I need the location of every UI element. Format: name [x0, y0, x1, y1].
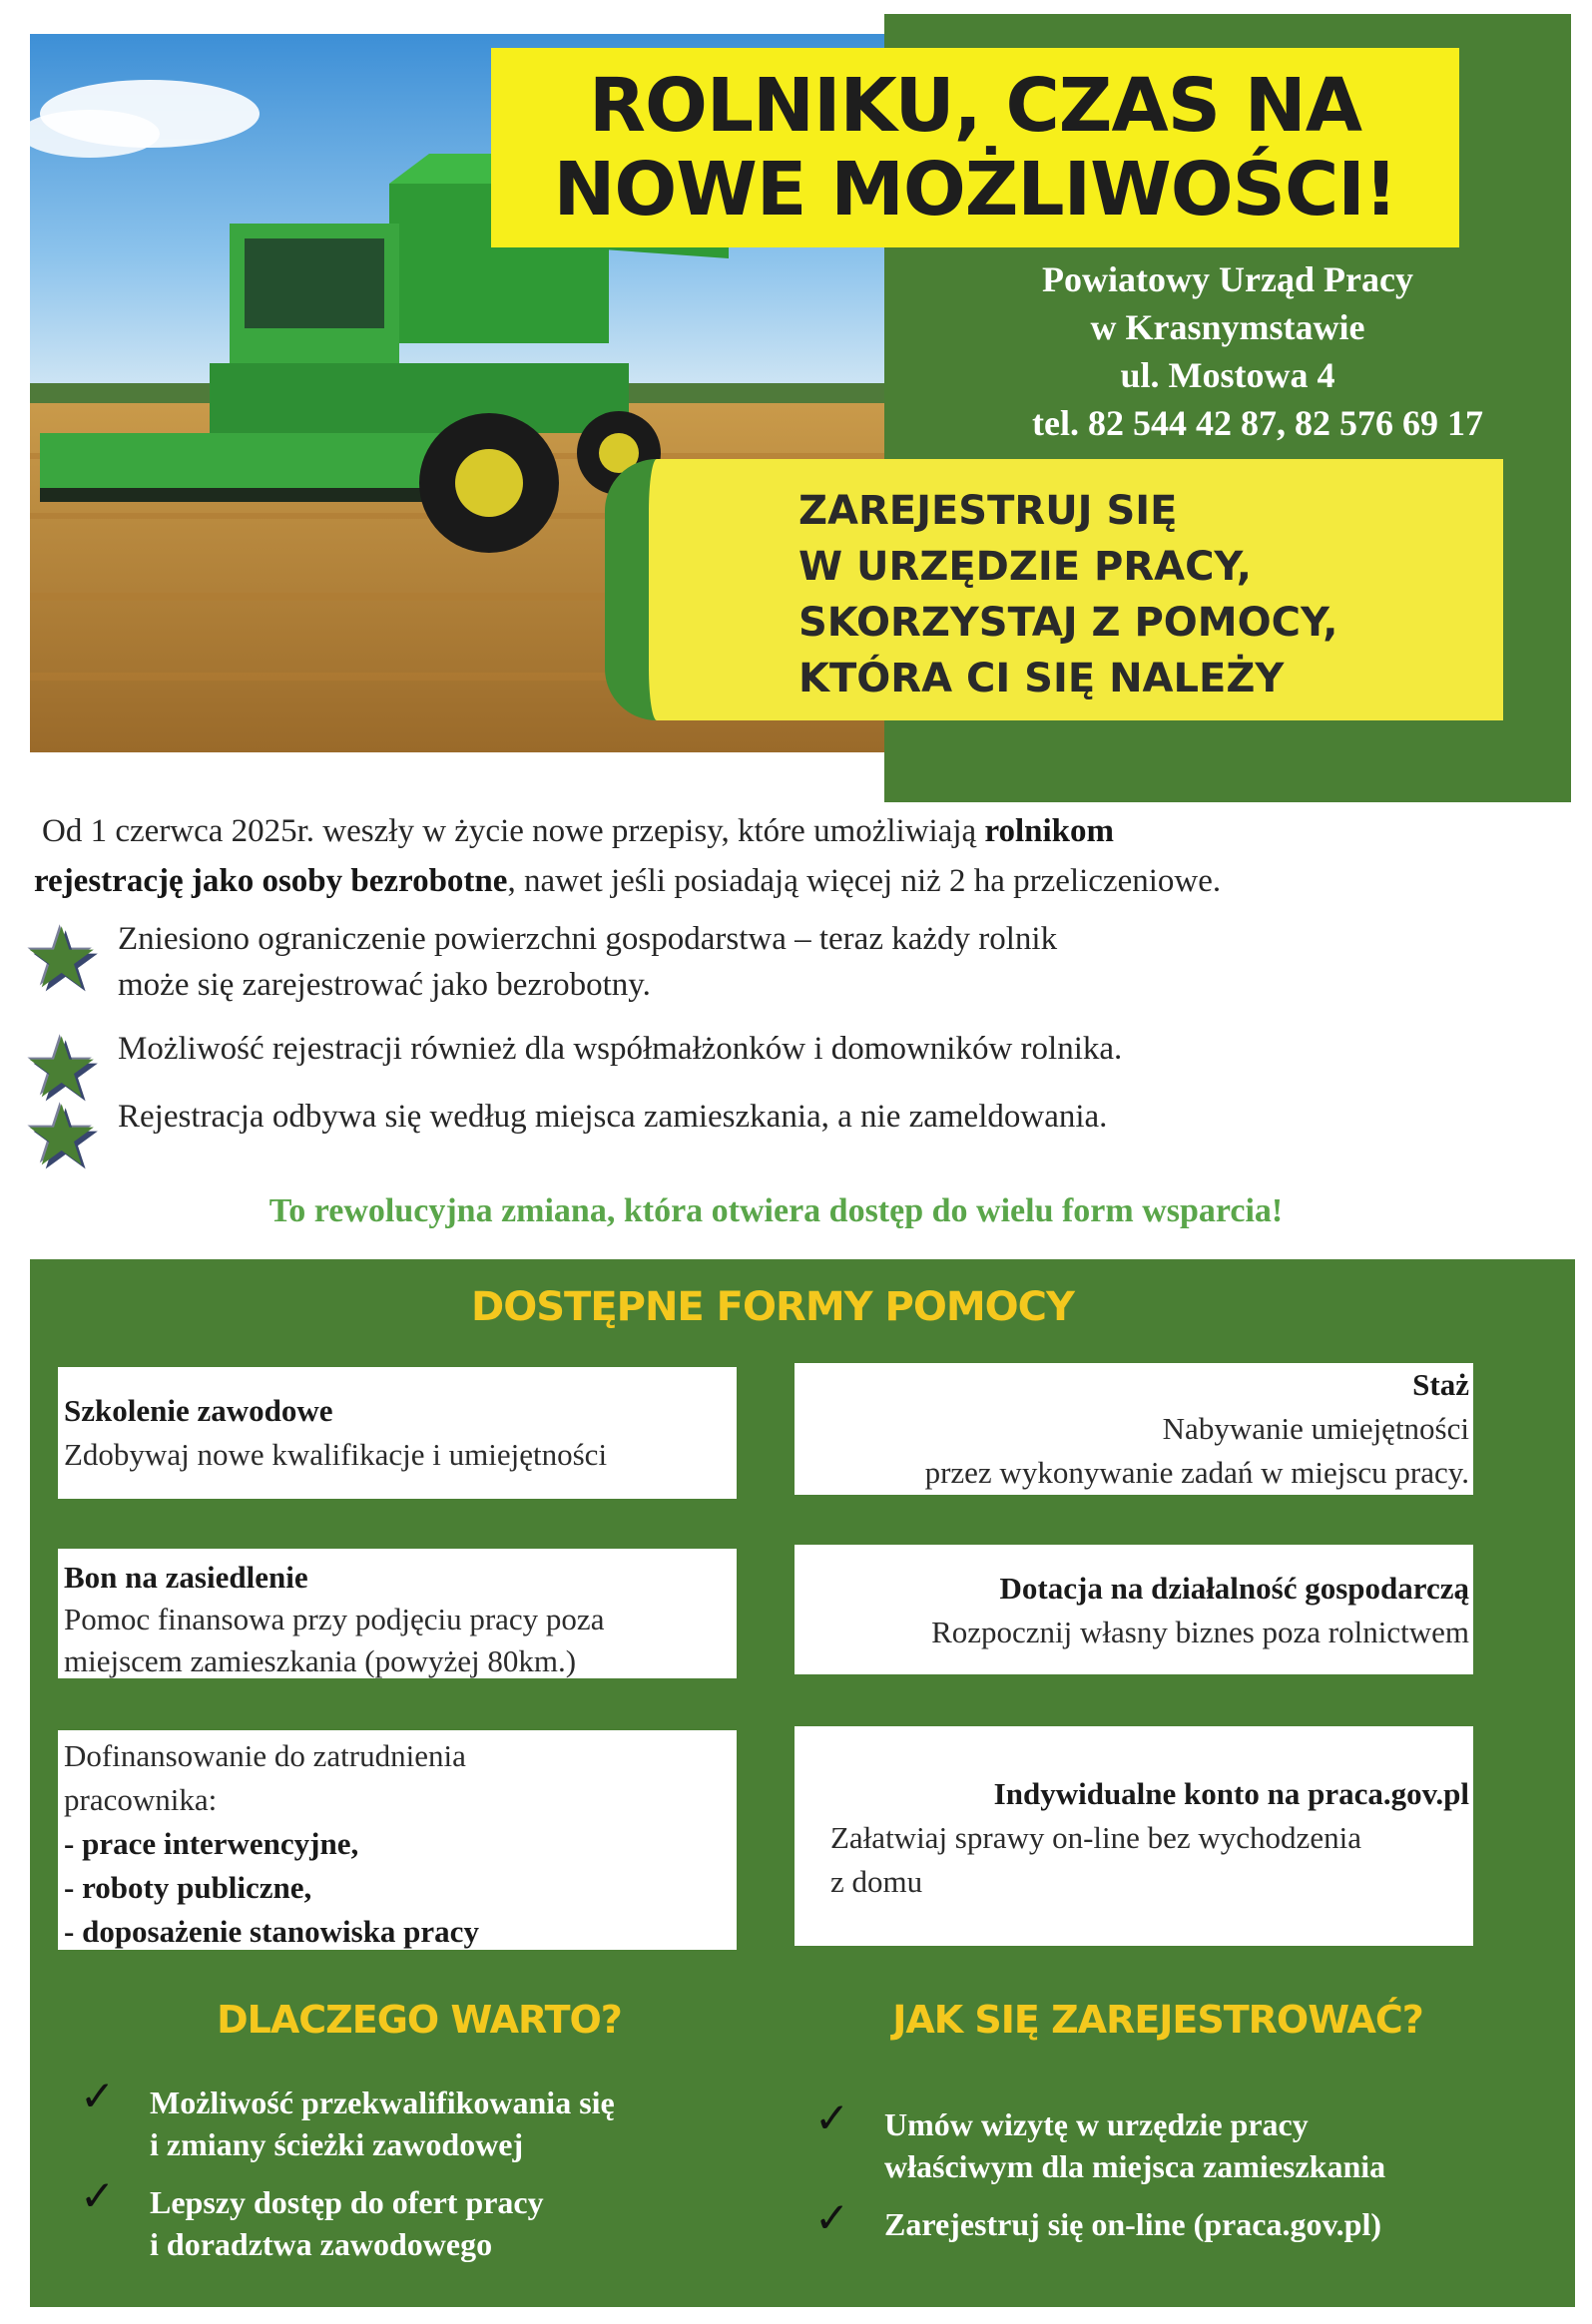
slogan: To rewolucyjna zmiana, która otwiera dostęp do wielu form wsparcia!	[268, 1192, 1284, 1229]
card-text: pracownika:	[64, 1782, 218, 1817]
headline-box	[491, 48, 1459, 247]
help-title: DOSTĘPNE FORMY POMOCY	[471, 1284, 1074, 1330]
card-text: Załatwiaj sprawy on-line bez wychodzenia	[830, 1820, 1361, 1855]
card-employment-subsidy	[58, 1730, 737, 1950]
office-phone: tel. 82 544 42 87, 82 576 69 17	[1032, 403, 1483, 443]
bullet-item: ★ Rejestracja odbywa się według miejsca zamieszkania, a nie zameldowania.	[24, 1091, 1108, 1183]
why-list	[80, 2072, 759, 2281]
star-icon: ★	[24, 1023, 100, 1116]
intro-bold-1: rolnikom	[984, 813, 1115, 849]
register-callout	[605, 459, 1503, 720]
office-name: Powiatowy Urząd Pracy	[1042, 259, 1413, 299]
register-line-2: W URZĘDZIE PRACY,	[798, 544, 1252, 590]
card-text: Rozpocznij własny biznes poza rolnictwem	[931, 1615, 1469, 1649]
card-text: - prace interwencyjne,	[64, 1826, 359, 1861]
headline-line-1: ROLNIKU, CZAS NA	[588, 63, 1361, 149]
card-title: Szkolenie zawodowe	[64, 1393, 333, 1428]
why-item: ✓ Możliwość przekwalifikowania się i zmiany ścieżki zawodowej	[80, 2072, 615, 2162]
card-text: Pomoc finansowa przy podjęciu pracy poza	[64, 1602, 605, 1636]
how-item: ✓ Zarejestruj się on-line (praca.gov.pl)	[814, 2193, 1382, 2242]
intro-paragraph	[34, 806, 1561, 906]
intro-bold-2: rejestrację jako osoby bezrobotne	[34, 863, 508, 899]
bullet-item: ★ Zniesiono ograniczenie powierzchni gospodarstwa – teraz każdy rolnik może się zarejestrować jako bezrobotny.	[24, 913, 1058, 1006]
star-icon: ★	[24, 1091, 100, 1183]
register-line-1: ZAREJESTRUJ SIĘ	[798, 488, 1178, 534]
office-address	[884, 255, 1571, 447]
card-title: Staż	[1412, 1367, 1469, 1402]
intro-text-2: , nawet jeśli posiadają więcej niż 2 ha przeliczeniowe.	[507, 863, 1222, 899]
office-street: ul. Mostowa 4	[1120, 355, 1335, 395]
card-text: Nabywanie umiejętności	[1162, 1411, 1469, 1446]
register-line-3: SKORZYSTAJ Z POMOCY,	[798, 600, 1338, 646]
why-title: DLACZEGO WARTO?	[217, 1998, 622, 2042]
why-item: ✓ Lepszy dostęp do ofert pracy i doradztwa zawodowego	[80, 2171, 544, 2262]
card-title: Indywidualne konto na praca.gov.pl	[993, 1776, 1469, 1811]
checkmark-icon: ✓	[80, 2072, 116, 2120]
card-internship	[795, 1363, 1473, 1495]
card-text: przez wykonywanie zadań w miejscu pracy.	[924, 1455, 1469, 1490]
headline-line-2: NOWE MOŻLIWOŚCI!	[553, 147, 1397, 232]
how-title: JAK SIĘ ZAREJESTROWAĆ?	[892, 1998, 1423, 2042]
intro-text-1: Od 1 czerwca 2025r. weszły w życie nowe przepisy, które umożliwiają	[42, 813, 985, 849]
office-city: w Krasnymstawie	[1090, 307, 1365, 347]
card-training	[58, 1367, 737, 1499]
card-relocation-voucher	[58, 1549, 737, 1678]
card-online-account	[795, 1726, 1473, 1946]
checkmark-icon: ✓	[814, 2093, 850, 2142]
card-title: Dotacja na działalność gospodarczą	[999, 1571, 1469, 1606]
checkmark-icon: ✓	[814, 2193, 850, 2242]
card-business-grant	[795, 1545, 1473, 1674]
bullet-list	[24, 913, 1521, 1183]
bullet-item: ★ Możliwość rejestracji również dla współmałżonków i domowników rolnika.	[24, 1023, 1123, 1116]
card-title: Bon na zasiedlenie	[64, 1560, 308, 1595]
register-line-4: KTÓRA CI SIĘ NALEŻY	[798, 656, 1285, 701]
card-text: Zdobywaj nowe kwalifikacje i umiejętności	[64, 1437, 608, 1472]
star-icon: ★	[24, 913, 100, 1006]
card-text: miejscem zamieszkania (powyżej 80km.)	[64, 1643, 577, 1678]
how-item: ✓ Umów wizytę w urzędzie pracy właściwym dla miejsca zamieszkania	[814, 2093, 1386, 2184]
checkmark-icon: ✓	[80, 2171, 116, 2220]
how-list	[814, 2093, 1513, 2261]
card-text: z domu	[830, 1864, 923, 1899]
card-text: - doposażenie stanowiska pracy	[64, 1914, 479, 1949]
card-text: - roboty publiczne,	[64, 1870, 312, 1905]
card-title: Dofinansowanie do zatrudnienia	[64, 1738, 466, 1773]
